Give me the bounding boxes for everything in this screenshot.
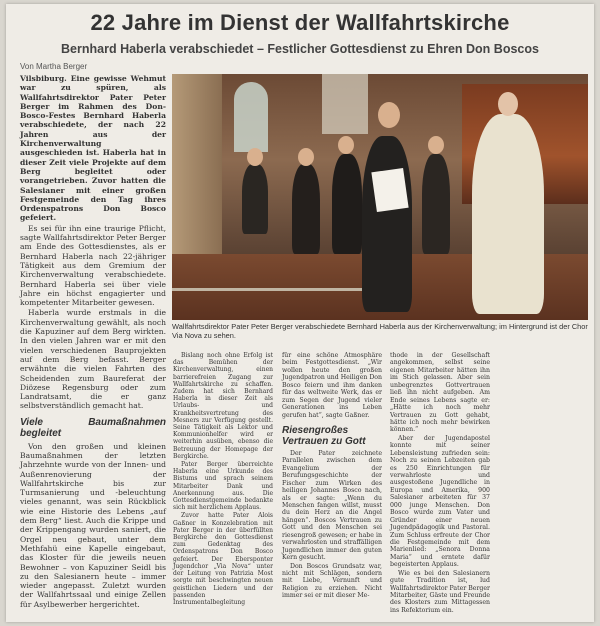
article-column-1 [20, 74, 166, 610]
choir-member [242, 164, 268, 234]
paragraph: thode in der Gesellschaft angekommen, selbst seine eigenen Mitarbeiter hätten ihn im Stich gelassen. Aber sein unbegrenztes Gottvertrauen ließ ihn nicht aufgeben. Am Ende seines Lebens sagte er: „Hätte ich noch mehr Vertrauen zu Gott gehabt, hätte ich noch mehr bewirken können.“ [390, 352, 490, 434]
paragraph: Pater Berger überreichte Haberla eine Urkunde des Bistums und sprach seinem Mitarbeiter Dank und Anerkennung aus. Die Gottesdienstgemeinde bedankte sich mit herzlichem Applaus. [173, 461, 273, 512]
paragraph: Der Pater zeichnete Parallelen zwischen dem Evangelium der Berufungsgeschichte der Fischer zum Wirken des heiligen Johannes Bosco nach, als er sagte: „Wenn du Menschen fangen willst, musst du dein Herz an die Angel hängen“. Boscos Vertrauen zu Gott und den Menschen sei riesengroß gewesen; er habe in verwahrlosten und straffälligen Jugendlichen immer den guten Kern gesucht. [282, 449, 382, 562]
choir-member-head [247, 148, 263, 166]
section-heading: Riesengroßes Vertrauen zu Gott [282, 424, 366, 447]
photo-caption: Wallfahrtsdirektor Pater Peter Berger verabschiedete Bernhard Haberla aus der Kirchenverwaltung; im Hintergrund ist der Chor Via Nova zu sehen. [172, 322, 588, 340]
bernhard-haberla-head [378, 102, 400, 128]
paragraph: Von den großen und kleinen Baumaßnahmen der letzten Jahrzehnte wurde von der Innen- und Außenrenovierung der Wallfahrtskirche bis zur Turmsanierung und -beleuchtung vieles genannt, was sein Rückblick wie eine Historie des Lebens „auf dem Berg“ liest. Auch die Krippe und der Krippengang wurden saniert, die Orgel neu gebaut, unter dem Methfahü eine Kapelle eingebaut, das Kloster für die jeweils neuen Bewohner – von Kapuziner Seidl bis zu den Salesianern heute – immer wieder angepasst. Zuletzt wurden der Wallfahrtssaal und einige Zellen für Asylbewerber hergerichtet. [20, 441, 166, 609]
paragraph: für eine schöne Atmosphäre beim Festgottesdienst. „Wir wollen heute den großen Jugendpatron und Heiligen Don Bosco feiern und ihm danken für das weltweite Werk, das er zum Segen der Jugend vieler Generationen ins Leben gerufen hat“, sagte Gaßner. [282, 352, 382, 419]
paragraph: Zuvor hatte Pater Alois Gaßner in Konzelebration mit Pater Berger in der überfüllten Bergkirche den Gottesdienst zum Gedenktag des Ordenspatrons Don Bosco gefeiert. Der Ebersponter Jugendchor „Via Nova“ unter der Leitung von Patrizia Most sorgte mit beschwingten neuen geistlichen Liedern und der passenden Instrumentalbegleitung [173, 512, 273, 606]
paragraph: Haberla wurde erstmals in die Kirchenverwaltung gewählt, als noch die Kapuziner auf dem Berg wirkten. In den vielen Jahren war er mit den vielen verschiedenen Bauprojekten auf dem Berg befasst. Berger erwähnte die vielen Fahrten des Scheidenden zum Baureferat der Diözese Regensburg oder zum Landratsamt, die er ganz selbstverständlich gemacht hat. [20, 308, 166, 411]
section-heading: Viele Baumaßnahmen begleitet [20, 416, 166, 439]
article-column-3 [282, 352, 382, 601]
paragraph: Es sei für ihn eine traurige Pflicht, sagte Wallfahrtsdirektor Peter Berger am Ende des Gottesdienstes, als er Bernhard Haberla nach 22-jähriger Tätigkeit aus dem Gremium der Kirchenverwaltung verabschiedete. Bernhard Haberla sei über viele Jahre ein höchst engagierter und kompetenter Mitarbeiter gewesen. [20, 223, 166, 308]
newspaper-clipping [6, 4, 594, 622]
choir-member [292, 164, 320, 254]
byline: Von Martha Berger [20, 62, 88, 71]
certificate [371, 168, 408, 212]
subheadline: Bernhard Haberla verabschiedet – Festlicher Gottesdienst zu Ehren Don Boscos [61, 42, 539, 56]
lead-text: Eine gewisse Wehmut war zu spüren, als Wallfahrtsdirektor Pater Peter Berger im Rahmen des Don-Bosco-Festes Bernhard Haberla verabschiedete, der nach 22 Jahren aus der Kirchenverwaltung ausgeschieden ist. Haberla hat in dieser Zeit viele Projekte auf dem Berg begleitet oder vorangetrieben. Zuvor hatten die Salesianer mit einer großen Festgemeinde den Tag ihres Ordenspatrons Don Bosco gefeiert. [20, 74, 166, 223]
article-column-4 [390, 352, 490, 615]
dateline: Vilsbiburg. [20, 74, 67, 83]
pater-peter-berger [472, 114, 544, 314]
lead-paragraph [20, 74, 166, 223]
bernhard-haberla [362, 136, 412, 312]
communion-rail [172, 288, 362, 291]
pater-peter-berger-head [498, 92, 518, 116]
choir-member-head [428, 136, 444, 154]
headline: 22 Jahre im Dienst der Wallfahrtskirche [90, 10, 510, 35]
church-window [322, 74, 368, 134]
paragraph: Wie es bei den Salesianern gute Tradition ist, lud Wallfahrtsdirektor Pater Berger Mitarbeiter, Gäste und Freunde des Klosters zum Mittagessen ins Refektorium ein. [390, 569, 490, 614]
article-column-2 [173, 352, 273, 607]
paragraph: Aber der Jugendapostel konnte mit seiner Lebensleistung zufrieden sein: Noch zu seinen Lebzeiten gab es 250 Einrichtungen für verwahrloste und ausgestoßene Jugendliche in Europa und Amerika, 900 Salesianer arbeiteten für 37 000 junge Menschen. Don Bosco wurde zum Vater und Gründer einer neuen Jugendpädagogik und Pastoral. Zum Schluss erfreute der Chor die Festgemeinde mit dem Marienlied: „Senora Donna Maria“ und erntete dafür begeisterten Applaus. [390, 434, 490, 569]
choir-member-head [298, 148, 314, 166]
paragraph: Don Boscos Grundsatz war, nicht mit Schlägen, sondern mit Liebe, Vernunft und Religion zu erziehen. Nicht immer sei er mit dieser Me- [282, 562, 382, 600]
choir-member [422, 154, 450, 254]
choir-member [332, 154, 362, 254]
paragraph: Bislang noch ohne Erfolg ist das Bemühen der Kirchenverwaltung, einen barrierefreien Zugang zur Wallfahrtskirche zu schaffen. Zudem hat sich Bernhard Haberla in dieser Zeit als Urlaubs- und Krankheitsvertretung des Mesners zur Verfügung gestellt. Seine Tätigkeit als Lektor und Kommunionhelfer wird er weiterhin ausüben, ebenso die Betreuung der Homepage der Bergkirche. [173, 352, 273, 460]
article-photo [172, 74, 588, 320]
choir-member-head [338, 136, 354, 154]
church-window [234, 82, 268, 152]
